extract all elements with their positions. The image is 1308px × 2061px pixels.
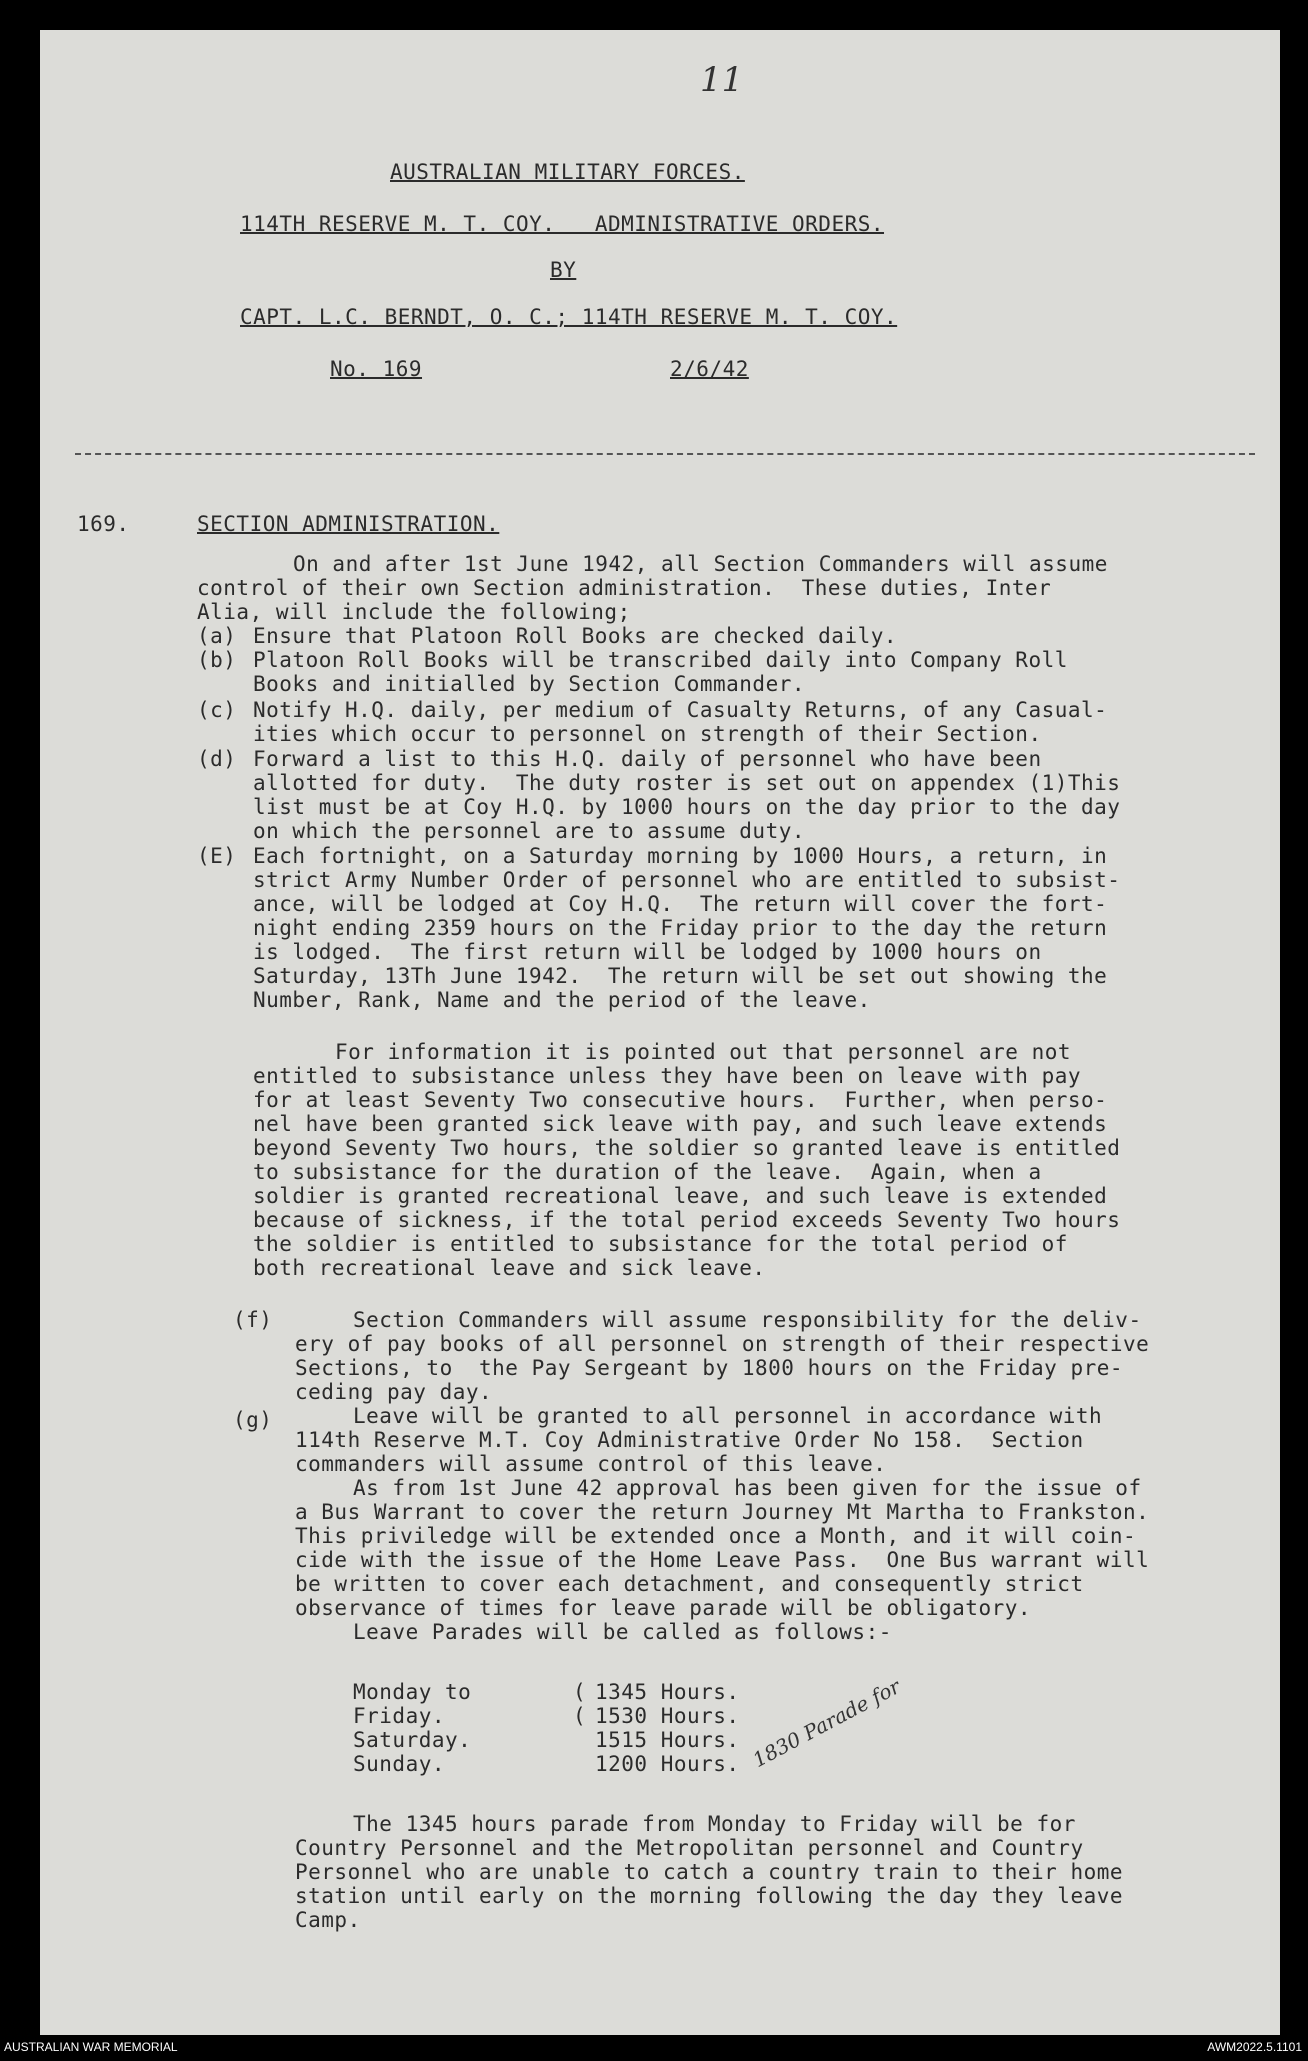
schedule-time: 1530 Hours.	[595, 1704, 740, 1728]
item-line: is lodged. The first return will be lodged by 1000 hours on	[253, 940, 1042, 964]
item-line: As from 1st June 42 approval has been given for the issue of	[353, 1476, 1142, 1500]
closing-line: The 1345 hours parade from Monday to Friday will be for	[353, 1812, 1076, 1836]
closing-line: Personnel who are unable to catch a country train to their home	[295, 1860, 1124, 1884]
item-line: ceding pay day.	[295, 1380, 493, 1404]
item-line: a Bus Warrant to cover the return Journey Mt Martha to Frankston.	[295, 1500, 1150, 1524]
schedule-day: Monday to	[353, 1680, 472, 1704]
schedule-time: 1345 Hours.	[595, 1680, 740, 1704]
header-order-number: No. 169	[330, 357, 423, 381]
item-line: Leave will be granted to all personnel in accordance with	[353, 1404, 1103, 1428]
item-line: ance, will be lodged at Coy H.Q. The return will cover the fort-	[253, 892, 1108, 916]
info-line: because of sickness, if the total period exceeds Seventy Two hours	[253, 1208, 1121, 1232]
item-line: strict Army Number Order of personnel who are entitled to subsist-	[253, 868, 1121, 892]
item-line: list must be at Coy H.Q. by 1000 hours on the day prior to the day	[253, 795, 1121, 819]
item-label: (d)	[197, 747, 237, 771]
item-line: Notify H.Q. daily, per medium of Casualty Returns, of any Casual-	[253, 698, 1108, 722]
item-line: night ending 2359 hours on the Friday prior to the day the return	[253, 916, 1108, 940]
item-line: Number, Rank, Name and the period of the leave.	[253, 988, 871, 1012]
item-line: be written to cover each detachment, and consequently strict	[295, 1572, 1084, 1596]
item-label: (b)	[197, 648, 237, 672]
info-line: both recreational leave and sick leave.	[253, 1256, 766, 1280]
info-line: for at least Seventy Two consecutive hours. Further, when perso-	[253, 1088, 1108, 1112]
item-label: (E)	[197, 844, 237, 868]
item-line: observance of times for leave parade will be obligatory.	[295, 1596, 1032, 1620]
header-date: 2/6/42	[670, 357, 749, 381]
item-label: (a)	[197, 624, 237, 648]
item-line: Sections, to the Pay Sergeant by 1800 hours on the Friday pre-	[295, 1356, 1124, 1380]
handwritten-margin-note: 1830 Parade for	[748, 1674, 905, 1772]
item-line: Books and initialled by Section Commander.	[253, 672, 806, 696]
info-line: nel have been granted sick leave with pay, and such leave extends	[253, 1112, 1108, 1136]
item-line: Leave Parades will be called as follows:-	[353, 1620, 892, 1644]
header-forces: AUSTRALIAN MILITARY FORCES.	[390, 160, 745, 184]
item-line: This priviledge will be extended once a Month, and it will coin-	[295, 1524, 1137, 1548]
info-line: beyond Seventy Two hours, the soldier so granted leave is entitled	[253, 1136, 1121, 1160]
closing-line: Country Personnel and the Metropolitan personnel and Country	[295, 1836, 1084, 1860]
footer-credit: AUSTRALIAN WAR MEMORIAL	[4, 2040, 178, 2054]
item-line: ities which occur to personnel on strength of their Section.	[253, 722, 1042, 746]
info-line: entitled to subsistance unless they have been on leave with pay	[253, 1064, 1082, 1088]
info-line: the soldier is entitled to subsistance for the total period of	[253, 1232, 1068, 1256]
closing-line: Camp.	[295, 1908, 361, 1932]
footer-accession-id: AWM2022.5.1101	[1207, 2040, 1302, 2054]
item-label: (g)	[233, 1408, 273, 1432]
item-line: Section Commanders will assume responsibility for the deliv-	[353, 1308, 1142, 1332]
item-label: (f)	[233, 1308, 273, 1332]
intro-line: Alia, will include the following;	[197, 600, 631, 624]
item-line: allotted for duty. The duty roster is set out on appendex (1)This	[253, 771, 1121, 795]
header-officer: CAPT. L.C. BERNDT, O. C.; 114TH RESERVE M. T. COY.	[240, 305, 898, 329]
item-line: 114th Reserve M.T. Coy Administrative Order No 158. Section	[295, 1428, 1084, 1452]
item-line: Saturday, 13Th June 1942. The return will be set out showing the	[253, 964, 1108, 988]
item-line: ery of pay books of all personnel on strength of their respective	[295, 1332, 1150, 1356]
item-line: Forward a list to this H.Q. daily of personnel who have been	[253, 747, 1042, 771]
header-by: BY	[550, 258, 577, 282]
document-page	[40, 30, 1280, 2035]
info-line: For information it is pointed out that personnel are not	[335, 1040, 1072, 1064]
item-line: cide with the issue of the Home Leave Pass. One Bus warrant will	[295, 1548, 1150, 1572]
item-label: (c)	[197, 698, 237, 722]
item-line: Ensure that Platoon Roll Books are checked daily.	[253, 624, 898, 648]
schedule-brace: (	[573, 1680, 587, 1704]
schedule-day: Friday.	[353, 1704, 446, 1728]
header-company-orders: 114TH RESERVE M. T. COY. ADMINISTRATIVE ORDERS.	[240, 212, 885, 236]
schedule-brace: (	[573, 1704, 587, 1728]
section-heading: SECTION ADMINISTRATION.	[197, 512, 500, 536]
item-line: commanders will assume control of this leave.	[295, 1452, 887, 1476]
handwritten-page-number: 11	[700, 60, 744, 100]
intro-line: On and after 1st June 1942, all Section Commanders will assume	[293, 552, 1108, 576]
item-line: Each fortnight, on a Saturday morning by 1000 Hours, a return, in	[253, 844, 1108, 868]
intro-line: control of their own Section administration. These duties, Inter	[197, 576, 1052, 600]
item-line: Platoon Roll Books will be transcribed daily into Company Roll	[253, 648, 1068, 672]
schedule-time: 1200 Hours.	[595, 1752, 740, 1776]
item-line: on which the personnel are to assume duty.	[253, 819, 806, 843]
closing-line: station until early on the morning following the day they leave	[295, 1884, 1124, 1908]
section-number: 169.	[77, 512, 130, 536]
header-divider	[75, 453, 1255, 455]
schedule-day: Sunday.	[353, 1752, 446, 1776]
info-line: soldier is granted recreational leave, and such leave is extended	[253, 1184, 1108, 1208]
schedule-time: 1515 Hours.	[595, 1728, 740, 1752]
info-line: to subsistance for the duration of the leave. Again, when a	[253, 1160, 1042, 1184]
schedule-day: Saturday.	[353, 1728, 472, 1752]
